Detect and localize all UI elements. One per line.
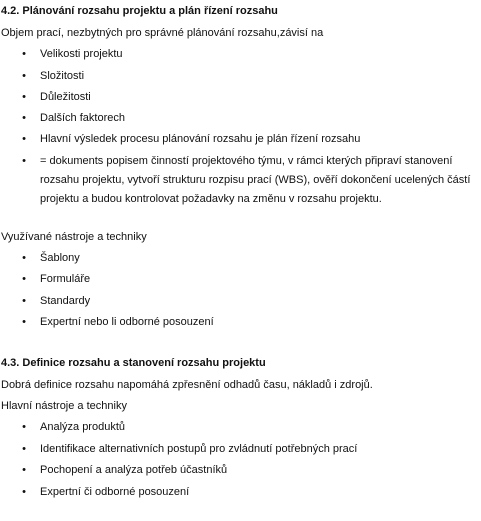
list-item-text: Důležitosti	[40, 91, 91, 103]
bullet-icon: •	[22, 133, 26, 145]
list-item-text: Dalších faktorech	[40, 112, 125, 124]
main-tools-heading: Hlavní nástroje a techniky	[1, 400, 127, 412]
list-item	[22, 295, 470, 314]
bullet-icon: •	[22, 464, 26, 476]
section-4-3-heading: 4.3. Definice rozsahu a stanovení rozsahu projektu	[1, 357, 266, 369]
list-item	[22, 133, 470, 152]
list-item-text: Expertní nebo li odborné posouzení	[40, 316, 214, 328]
list-item	[22, 316, 470, 335]
bullet-icon: •	[22, 48, 26, 60]
bullet-icon: •	[22, 273, 26, 285]
bullet-icon: •	[22, 112, 26, 124]
bullet-icon: •	[22, 443, 26, 455]
list-item	[22, 464, 470, 483]
list-item	[22, 273, 470, 292]
list-item-text-line: rozsahu projektu, vytvoří strukturu rozpisu prací (WBS), ověří dokončení ucelených částí	[40, 174, 471, 186]
list-item	[22, 155, 471, 212]
list-item	[22, 486, 470, 505]
list-item-text-line: = dokuments popisem činností projektového týmu, v rámci kterých připraví stanovení	[40, 155, 453, 167]
section-4-2-heading: 4.2. Plánování rozsahu projektu a plán řízení rozsahu	[1, 5, 278, 17]
list-item	[22, 48, 470, 67]
list-item-text: Pochopení a analýza potřeb účastníků	[40, 464, 228, 476]
bullet-icon: •	[22, 91, 26, 103]
list-item-text-line: projektu a budou kontrolovat požadavky na změnu v rozsahu projektu.	[40, 193, 382, 205]
list-item-text: Hlavní výsledek procesu plánování rozsahu je plán řízení rozsahu	[40, 133, 361, 145]
list-item-text: Složitosti	[40, 70, 85, 82]
list-item	[22, 443, 470, 462]
list-item-text: Šablony	[40, 252, 80, 264]
list-item-text: Analýza produktů	[40, 421, 125, 433]
list-item-text: Formuláře	[40, 273, 91, 285]
list-item	[22, 91, 470, 110]
list-item	[22, 421, 470, 440]
bullet-icon: •	[22, 70, 26, 82]
list-item-text: Identifikace alternativních postupů pro zvládnutí potřebných prací	[40, 443, 358, 455]
section-4-2-intro: Objem prací, nezbytných pro správné plánování rozsahu,závisí na	[1, 27, 324, 39]
bullet-icon: •	[22, 155, 26, 167]
list-item	[22, 70, 470, 89]
bullet-icon: •	[22, 421, 26, 433]
list-item	[22, 252, 470, 271]
bullet-icon: •	[22, 252, 26, 264]
bullet-icon: •	[22, 295, 26, 307]
bullet-icon: •	[22, 316, 26, 328]
bullet-icon: •	[22, 486, 26, 498]
list-item	[22, 112, 470, 131]
tools-heading: Využívané nástroje a techniky	[1, 231, 147, 243]
section-4-3-intro: Dobrá definice rozsahu napomáhá zpřesnění odhadů času, nákladů i zdrojů.	[1, 379, 373, 391]
list-item-text: Velikosti projektu	[40, 48, 123, 60]
list-item-text: Standardy	[40, 295, 91, 307]
list-item-text: Expertní či odborné posouzení	[40, 486, 190, 498]
